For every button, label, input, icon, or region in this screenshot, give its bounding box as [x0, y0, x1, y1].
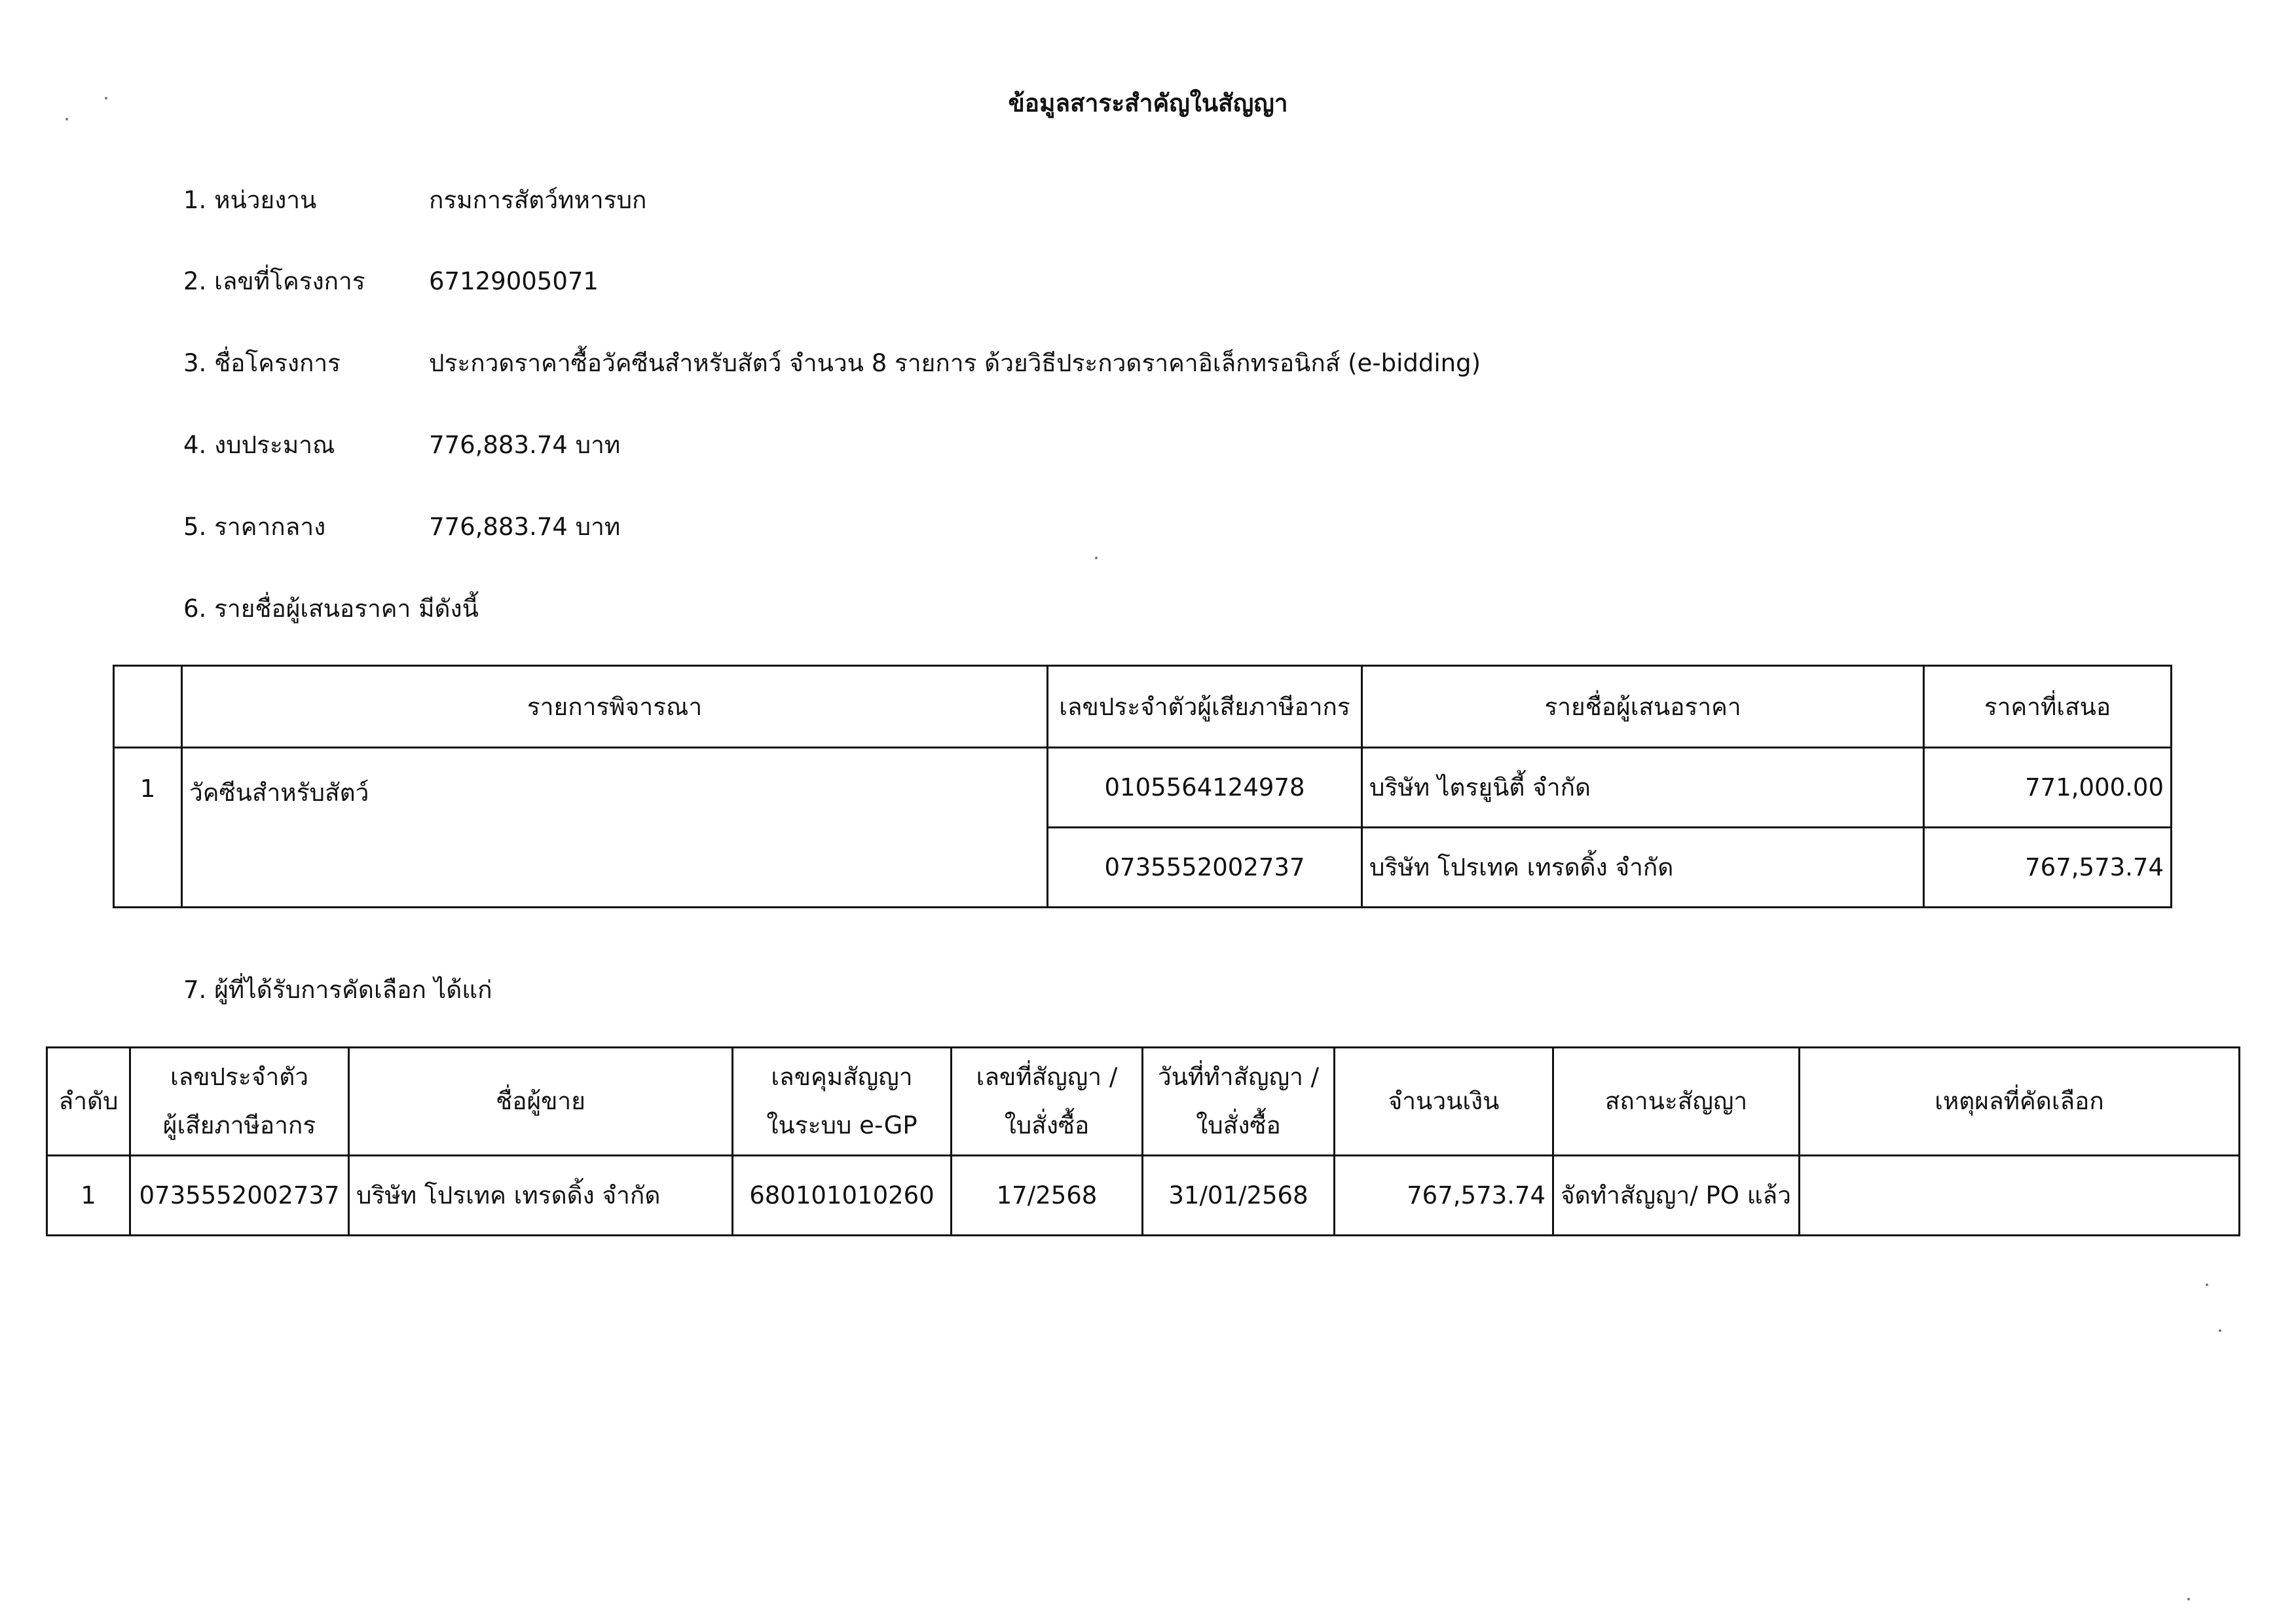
- table-header-row: [47, 1048, 2240, 1156]
- column-header: รายชื่อผู้เสนอราคา: [1362, 666, 1924, 748]
- column-header-reason: เหตุผลที่คัดเลือก: [1800, 1048, 2240, 1156]
- field-label: 4. งบประมาณ: [183, 431, 335, 459]
- field-value: 776,883.74 บาท: [429, 431, 621, 459]
- offered-price: 771,000.00: [1924, 748, 2172, 828]
- field-budget: [183, 426, 969, 465]
- contract-amount: 767,573.74: [1335, 1156, 1553, 1236]
- header-line: เลขที่สัญญา /: [976, 1063, 1118, 1091]
- header-line: ใบสั่งซื้อ: [1004, 1111, 1090, 1139]
- table-row: [47, 1156, 2240, 1236]
- header-line: เลขประจำตัว: [170, 1063, 309, 1091]
- bidder-name: บริษัท โปรเทค เทรดดิ้ง จำกัด: [1362, 828, 1924, 908]
- field-label: 5. ราคากลาง: [183, 513, 326, 541]
- tax-id: 0735552002737: [1048, 828, 1362, 908]
- contract-number: 17/2568: [952, 1156, 1143, 1236]
- table-header-row: [114, 666, 2172, 748]
- column-header-tax-id: [130, 1048, 349, 1156]
- field-agency: [183, 181, 969, 220]
- column-header-amount: จำนวนเงิน: [1335, 1048, 1553, 1156]
- selection-reason: [1800, 1156, 2240, 1236]
- header-line: วันที่ทำสัญญา /: [1157, 1063, 1320, 1091]
- contract-status: จัดทำสัญญา/ PO แล้ว: [1553, 1156, 1800, 1236]
- column-header-seller: ชื่อผู้ขาย: [349, 1048, 733, 1156]
- header-line: เลขคุมสัญญา: [771, 1063, 913, 1091]
- column-header: รายการพิจารณา: [182, 666, 1048, 748]
- winner-table: [46, 1046, 2240, 1236]
- field-label: 1. หน่วยงาน: [183, 186, 317, 214]
- row-number: 1: [114, 748, 182, 908]
- field-median-price: [183, 507, 969, 547]
- field-value: 776,883.74 บาท: [429, 513, 621, 541]
- egp-control-number: 680101010260: [733, 1156, 952, 1236]
- bidder-name: บริษัท ไตรยูนิตี้ จำกัด: [1362, 748, 1924, 828]
- scan-speck: [2219, 1329, 2221, 1332]
- field-value: ประกวดราคาซื้อวัคซีนสำหรับสัตว์ จำนวน 8 รายการ ด้วยวิธีประกวดราคาอิเล็กทรอนิกส์ (e-bidding): [429, 349, 1481, 377]
- scan-speck: [2206, 1283, 2208, 1286]
- contract-date: 31/01/2568: [1143, 1156, 1335, 1236]
- field-project-name: [183, 344, 2148, 383]
- table-row: [114, 748, 2172, 828]
- header-line: ในระบบ e-GP: [766, 1111, 917, 1139]
- field-value: กรมการสัตว์ทหารบก: [429, 186, 647, 214]
- scan-speck: [1095, 557, 1098, 559]
- item-name: วัคซีนสำหรับสัตว์: [182, 748, 1048, 908]
- header-line: ใบสั่งซื้อ: [1196, 1111, 1281, 1139]
- field-project-number: [183, 262, 969, 301]
- seller-name: บริษัท โปรเทค เทรดดิ้ง จำกัด: [349, 1156, 733, 1236]
- column-header-no: ลำดับ: [47, 1048, 130, 1156]
- field-label: 2. เลขที่โครงการ: [183, 267, 365, 295]
- tax-id: 0735552002737: [130, 1156, 349, 1236]
- column-header-status: สถานะสัญญา: [1553, 1048, 1800, 1156]
- field-value: 67129005071: [429, 267, 599, 295]
- offered-price: 767,573.74: [1924, 828, 2172, 908]
- column-header-control-no: [733, 1048, 952, 1156]
- scan-speck: [2187, 1598, 2190, 1600]
- document-title: ข้อมูลสาระสำคัญในสัญญา: [1008, 89, 1288, 117]
- tax-id: 0105564124978: [1048, 748, 1362, 828]
- column-header: ราคาที่เสนอ: [1924, 666, 2172, 748]
- header-line: ผู้เสียภาษีอากร: [162, 1111, 316, 1139]
- column-header: เลขประจำตัวผู้เสียภาษีอากร: [1048, 666, 1362, 748]
- column-header-contract-date: [1143, 1048, 1335, 1156]
- column-header: [114, 666, 182, 748]
- bidders-heading: 6. รายชื่อผู้เสนอราคา มีดังนี้: [183, 595, 479, 623]
- bidders-table: [113, 665, 2172, 908]
- winner-heading: 7. ผู้ที่ได้รับการคัดเลือก ได้แก่: [183, 976, 492, 1004]
- column-header-contract-no: [952, 1048, 1143, 1156]
- field-label: 3. ชื่อโครงการ: [183, 349, 341, 377]
- row-number: 1: [47, 1156, 130, 1236]
